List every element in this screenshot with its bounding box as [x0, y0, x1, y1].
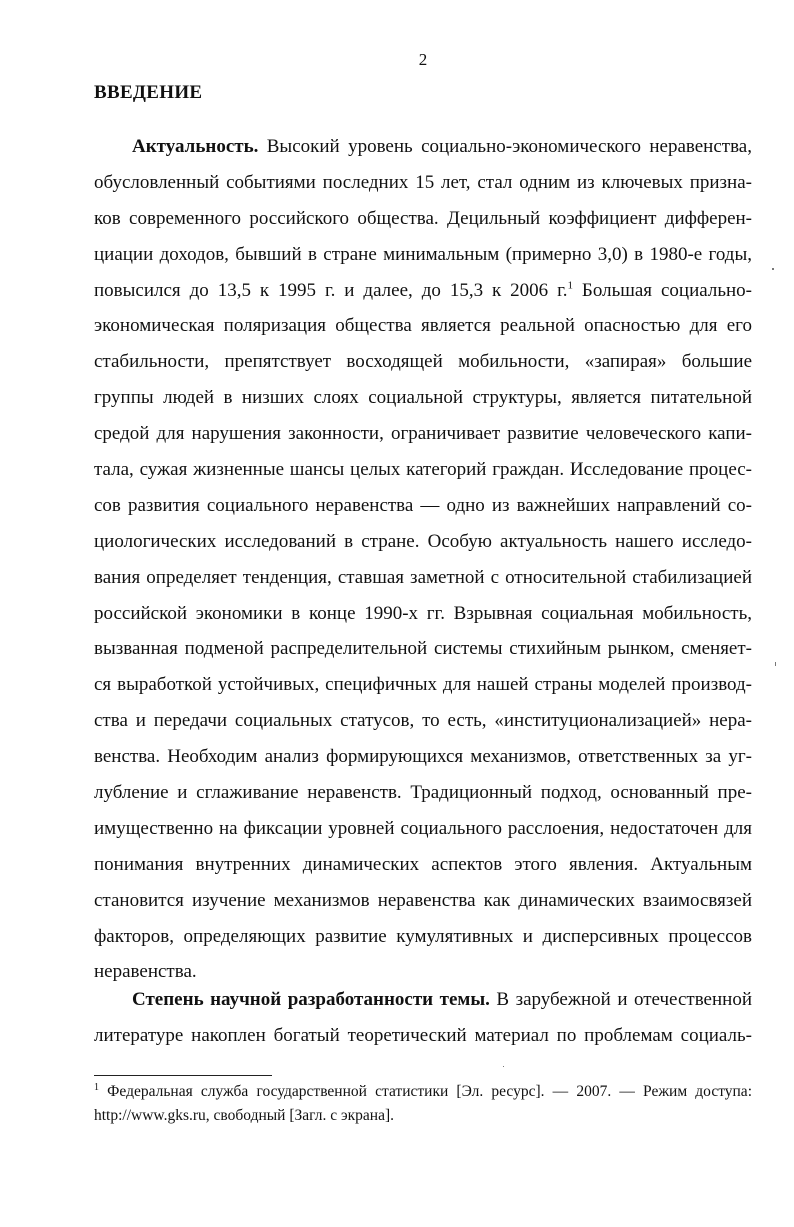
text-line: циации доходов, бывший в стране минимальным (примерно 3,0) в 1980-е годы, [94, 243, 752, 265]
text-line: понимания внутренних динамических аспектов этого явления. Актуальным [94, 853, 752, 875]
text-line: российской экономики в конце 1990-х гг. Взрывная социальная мобильность, [94, 602, 752, 624]
text-line: имущественно на фиксации уровней социального расслоения, недостаточен для [94, 817, 752, 839]
text-line: обусловленный событиями последних 15 лет, стал одним из ключевых призна- [94, 171, 752, 193]
text-run: повысился до 13,5 к 1995 г. и далее, до 15,3 к 2006 г. [94, 279, 568, 301]
text-line: венства. Необходим анализ формирующихся механизмов, ответственных за уг- [94, 746, 752, 768]
scan-speck [503, 1066, 504, 1067]
text-line: становится изучение механизмов неравенства как динамических взаимосвязей [94, 889, 752, 911]
text-line: циологических исследований в стране. Особую актуальность нашего исследо- [94, 530, 752, 552]
text-line [94, 982, 752, 1018]
text-line [94, 129, 752, 165]
scan-speck [775, 662, 776, 666]
text-line: экономическая поляризация общества является реальной опасностью для его [94, 315, 752, 337]
section-heading: ВВЕДЕНИЕ [94, 82, 203, 103]
footnote-divider [94, 1075, 272, 1076]
text-line: тала, сужая жизненные шансы целых категорий граждан. Исследование процес- [94, 459, 752, 481]
text-line: факторов, определяющих развитие кумулятивных и дисперсивных процессов [94, 925, 752, 947]
text-line: вания определяет тенденция, ставшая заметной с относительной стабилизацией [94, 566, 752, 588]
footnote-reference[interactable]: 1 [567, 279, 573, 292]
footnote-line: http://www.gks.ru, свободный [Загл. с экрана]. [94, 1107, 394, 1124]
text-run: В зарубежной и отечественной [489, 989, 752, 1010]
text-line: ся выработкой устойчивых, специфичных для нашей страны моделей производ- [94, 674, 752, 696]
text-line: литературе накоплен богатый теоретический материал по проблемам социаль- [94, 1024, 752, 1046]
footnote-line [94, 1080, 752, 1104]
text-line: ства и передачи социальных статусов, то есть, «институционализацией» нера- [94, 710, 752, 732]
paragraph-lead: Степень научной разработанности темы. [132, 989, 490, 1010]
paragraph-lead: Актуальность. [132, 136, 259, 157]
paragraph-research-degree [94, 982, 752, 1054]
text-line: вызванная подменой распределительной системы стихийным рынком, сменяет- [94, 638, 752, 660]
text-line: сов развития социального неравенства — одно из важнейших направлений со- [94, 494, 752, 516]
scan-speck [772, 268, 774, 270]
footnote-marker: 1 [94, 1081, 99, 1093]
footnote [94, 1080, 752, 1128]
text-line: группы людей в низших слоях социальной структуры, является питательной [94, 387, 752, 409]
paragraph-relevance [94, 129, 752, 990]
text-run: Большая социально- [573, 279, 752, 301]
footnote-text: Федеральная служба государственной статистики [Эл. ресурс]. — 2007. — Режим доступа: [99, 1083, 752, 1100]
text-line: ков современного российского общества. Децильный коэффициент дифферен- [94, 207, 752, 229]
page-number: 2 [418, 50, 428, 69]
text-run: Высокий уровень социально-экономического неравенства, [258, 136, 752, 157]
text-line: стабильности, препятствует восходящей мобильности, «запирая» большие [94, 351, 752, 373]
text-line [94, 273, 752, 309]
text-line: неравенства. [94, 961, 197, 983]
text-line: лубление и сглаживание неравенств. Традиционный подход, основанный пре- [94, 782, 752, 804]
text-line: средой для нарушения законности, ограничивает развитие человеческого капи- [94, 423, 752, 445]
